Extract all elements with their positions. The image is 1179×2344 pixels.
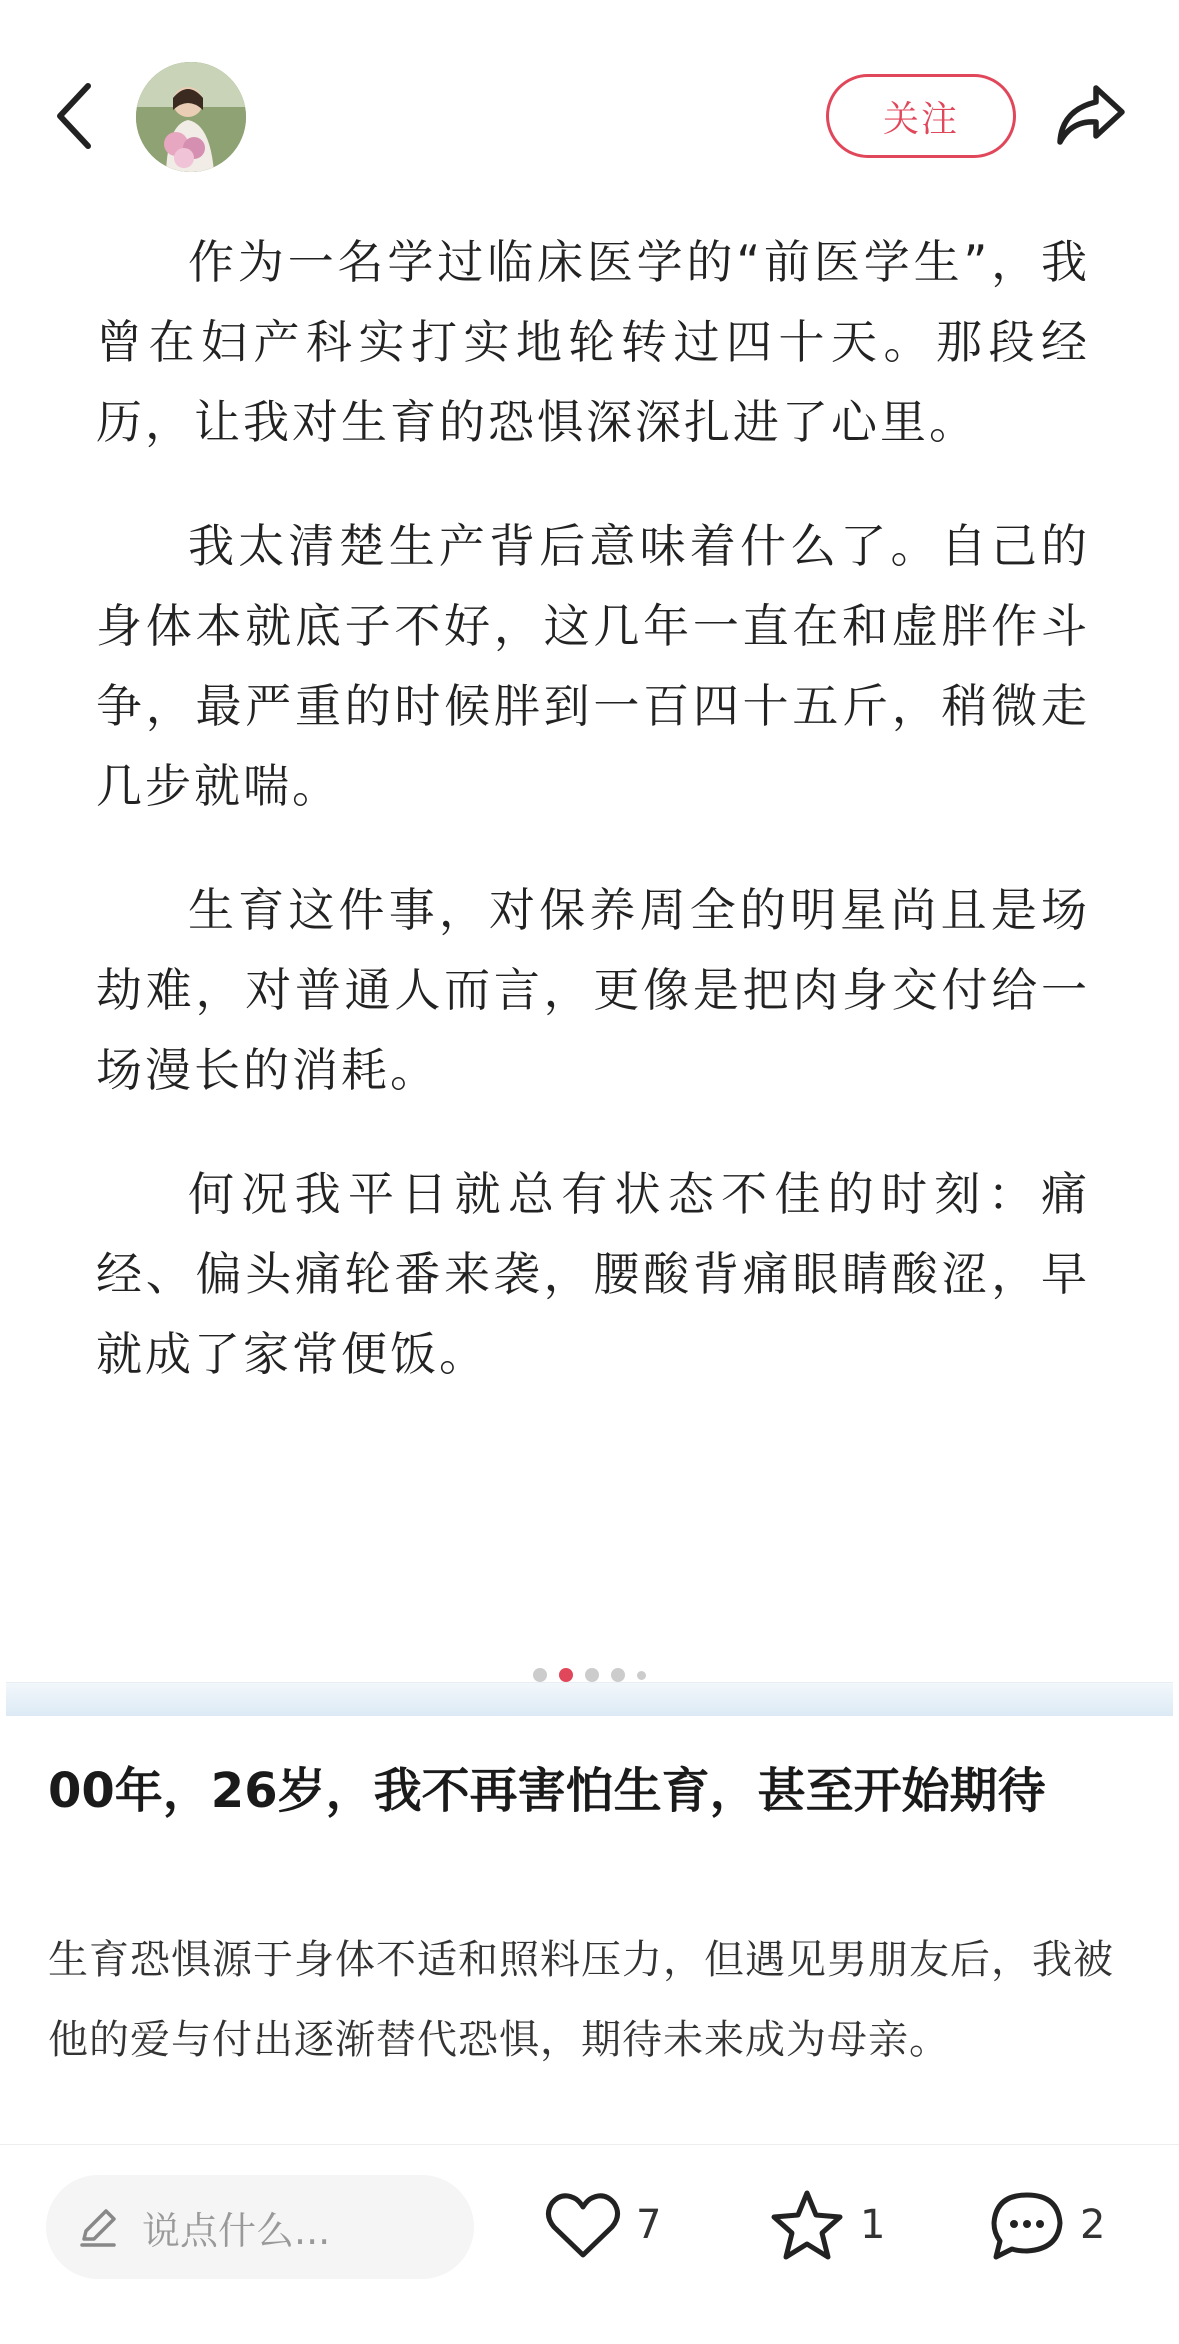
article-paragraph: 生育这件事，对保养周全的明星尚且是场劫难，对普通人而言，更像是把肉身交付给一场漫长的消耗。 — [96, 883, 1090, 1097]
note-summary: 生育恐惧源于身体不适和照料压力，但遇见男朋友后，我被他的爱与付出逐渐替代恐惧，期待未来成为母亲。 — [48, 1937, 1114, 2063]
article-paragraph: 何况我平日就总有状态不佳的时刻：痛经、偏头痛轮番来袭，腰酸背痛眼睛酸涩，早就成了家常便饭。 — [96, 1167, 1090, 1381]
carousel-indicator[interactable] — [0, 1668, 1179, 1682]
note-title: 00年，26岁，我不再害怕生育，甚至开始期待 — [48, 1763, 1046, 1819]
post-article — [96, 222, 1090, 1438]
follow-button[interactable]: 关注 — [826, 74, 1016, 158]
comment-input[interactable] — [46, 2175, 474, 2279]
share-button[interactable] — [1052, 80, 1128, 150]
star-icon — [768, 2189, 846, 2261]
image-bottom-edge — [6, 1682, 1173, 1716]
carousel-dot[interactable] — [533, 1668, 547, 1682]
article-paragraph: 我太清楚生产背后意味着什么了。自己的身体本就底子不好，这几年一直在和虚胖作斗争，最严重的时候胖到一百四十五斤，稍微走几步就喘。 — [96, 519, 1090, 813]
carousel-dot[interactable] — [637, 1671, 646, 1680]
comment-placeholder: 说点什么... — [142, 2208, 331, 2253]
article-paragraph: 作为一名学过临床医学的“前医学生”，我曾在妇产科实打实地轮转过四十天。那段经历，让我对生育的恐惧深深扎进了心里。 — [96, 235, 1090, 449]
comment-count: 2 — [1080, 2202, 1106, 2248]
carousel-dot[interactable] — [611, 1668, 625, 1682]
back-arrow-icon — [46, 78, 106, 154]
bottom-action-bar — [0, 2144, 1179, 2344]
favorite-count: 1 — [860, 2202, 886, 2248]
comment-bubble-icon — [988, 2189, 1066, 2261]
heart-icon — [544, 2189, 622, 2261]
like-button[interactable] — [544, 2189, 661, 2261]
share-icon — [1052, 80, 1128, 150]
comment-button[interactable] — [988, 2189, 1105, 2261]
avatar-photo — [136, 62, 246, 172]
back-button[interactable] — [46, 78, 106, 154]
top-nav-bar — [0, 0, 1179, 200]
favorite-button[interactable] — [768, 2189, 885, 2261]
like-count: 7 — [636, 2202, 662, 2248]
carousel-dot-active[interactable] — [559, 1668, 573, 1682]
author-avatar[interactable] — [136, 62, 246, 172]
pencil-icon — [76, 2205, 120, 2249]
carousel-dot[interactable] — [585, 1668, 599, 1682]
